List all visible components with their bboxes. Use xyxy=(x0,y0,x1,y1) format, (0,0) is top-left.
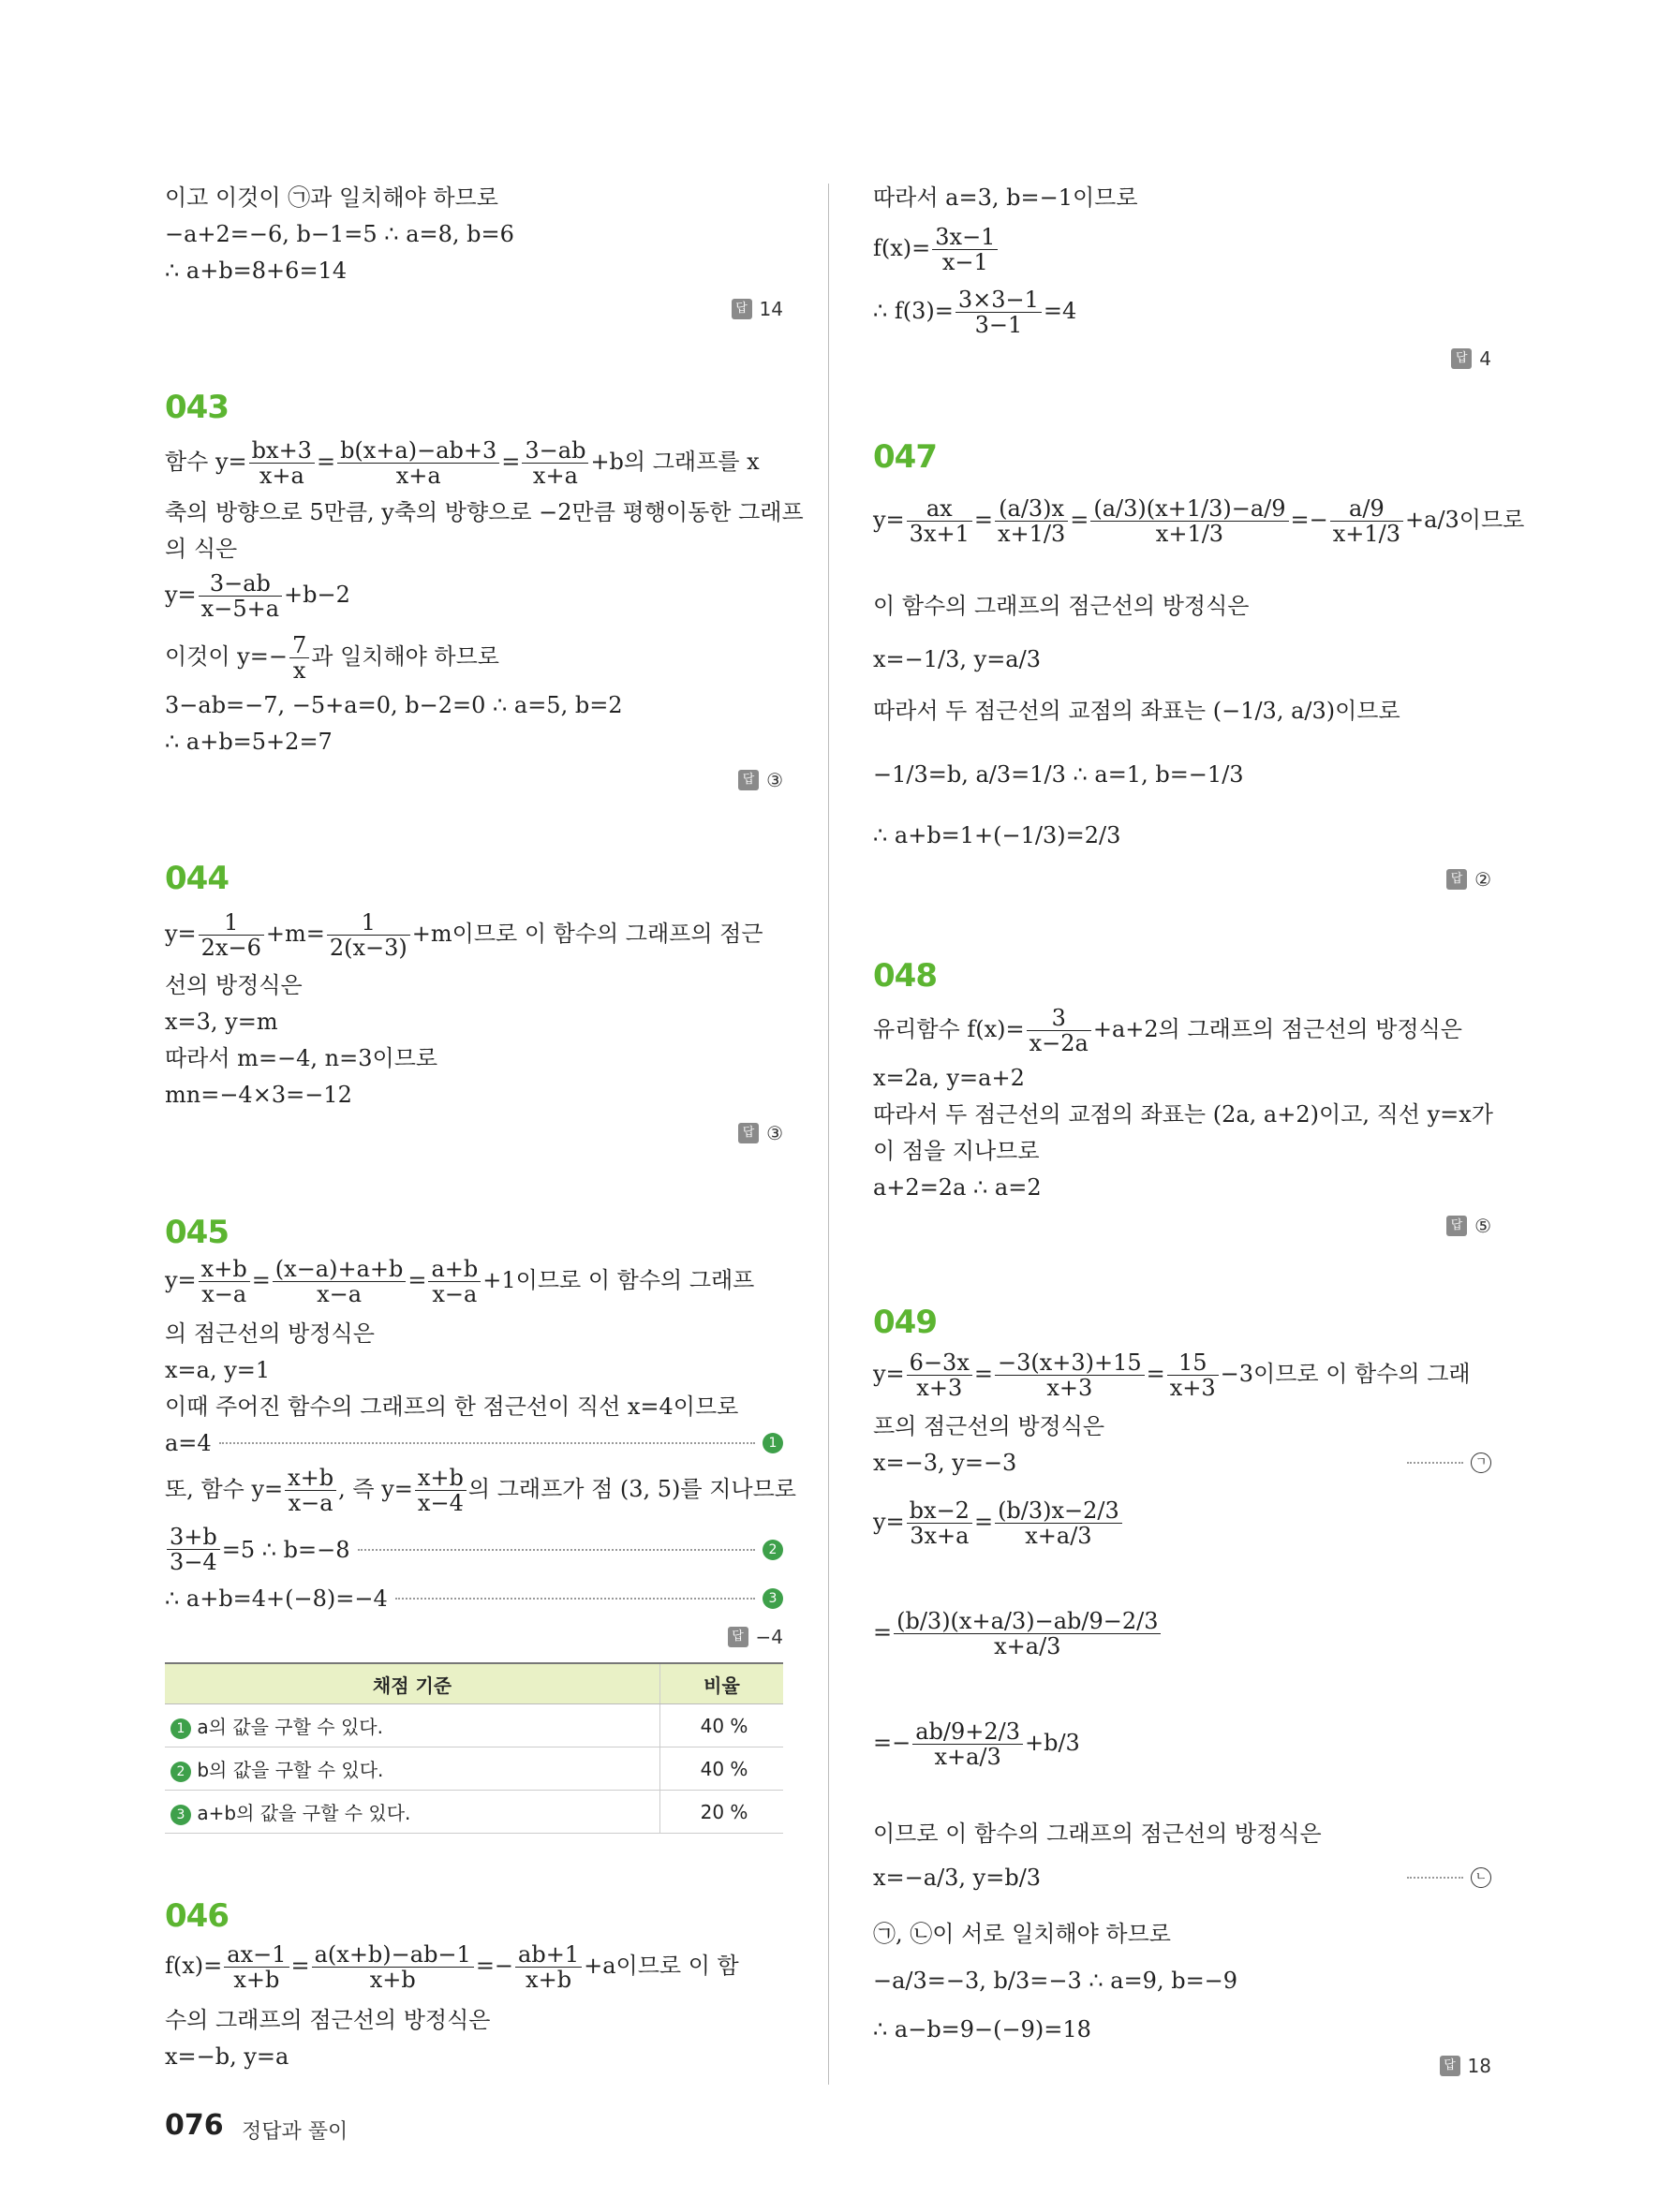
answer: 답 ② xyxy=(1446,868,1491,891)
column-divider xyxy=(828,184,829,2085)
text-line: = $\frac{(b/3)(x+a/3)-ab/9-2/3}{x+a/3}$ xyxy=(873,1609,1163,1659)
text-line: 따라서 두 점근선의 교점의 좌표는 (−1/3, a/3)이므로 xyxy=(873,698,1400,724)
text-line: 함수 y= $\frac{bx+3}{x+a}$ = $\frac{b(x+a)-ab+3}{x+a}$ = $\frac{3-ab}{x+a}$ +b의 그래프를 x xyxy=(165,437,760,489)
problem-number: 044 xyxy=(165,860,229,897)
text-line: 3−ab=−7, −5+a=0, b−2=0 ∴ a=5, b=2 xyxy=(165,692,623,718)
text-line: 이므로 이 함수의 그래프의 점근선의 방정식은 xyxy=(873,1821,1322,1847)
table-header: 채점 기준 xyxy=(165,1663,660,1704)
text-line: y= $\frac{ax}{3x+1}$ = $\frac{(a/3)x}{x+1/3}$ = $\frac{(a/3)(x+1/3)-a/9}{x+1/3}$ =− $\frac{a/9}{x+1/3}$ +a/3이므로 xyxy=(873,495,1525,547)
table-row: 1 a의 값을 구할 수 있다. 40 % xyxy=(165,1704,783,1747)
step-marker: 2 xyxy=(763,1540,783,1560)
text-line: x=−b, y=a xyxy=(165,2043,289,2070)
answer: 답 ③ xyxy=(738,769,783,791)
text-line: y= $\frac{6-3x}{x+3}$ = $\frac{-3(x+3)+15}{x+3}$ = $\frac{15}{x+3}$ −3이므로 이 함수의 그래 xyxy=(873,1349,1471,1401)
text-line: ㉠, ㉡이 서로 일치해야 하므로 xyxy=(873,1921,1171,1947)
text-line: ∴ a+b=1+(−1/3)=2/3 xyxy=(873,822,1121,848)
text-line: f(x)= $\frac{ax-1}{x+b}$ = $\frac{a(x+b)-ab-1}{x+b}$ =− $\frac{ab+1}{x+b}$ +a이므로 이 함 xyxy=(165,1941,739,1993)
text-line: $\frac{3+b}{3-4}$ =5 ∴ b=−8 2 xyxy=(165,1525,783,1574)
answer-value: 14 xyxy=(759,298,783,320)
step-marker: 1 xyxy=(763,1433,783,1453)
text-line: y= $\frac{x+b}{x-a}$ = $\frac{(x-a)+a+b}{x-a}$ = $\frac{a+b}{x-a}$ +1이므로 이 함수의 그래프 xyxy=(165,1256,755,1307)
text-line: 이것이 y=− $\frac{7}{x}$ 과 일치해야 하므로 xyxy=(165,632,499,684)
problem-number: 048 xyxy=(873,957,937,995)
equation-marker: ㄱ xyxy=(1471,1453,1491,1473)
answer xyxy=(732,298,783,320)
table-row: 3 a+b의 값을 구할 수 있다. 20 % xyxy=(165,1791,783,1834)
text-line: 따라서 m=−4, n=3이므로 xyxy=(165,1045,438,1071)
text-line: ∴ a−b=9−(−9)=18 xyxy=(873,2016,1091,2042)
text-line: y= $\frac{3-ab}{x-5+a}$ +b−2 xyxy=(165,570,350,622)
text-line: y= $\frac{1}{2x-6}$ +m= $\frac{1}{2(x-3)}$ +m이므로 이 함수의 그래프의 점근 xyxy=(165,909,763,961)
problem-number: 043 xyxy=(165,389,229,426)
problem-number: 045 xyxy=(165,1214,229,1251)
text-line: ∴ a+b=5+2=7 xyxy=(165,729,333,755)
text-line: 이고 이것이 ㉠과 일치해야 하므로 xyxy=(165,184,498,211)
text-line: 선의 방정식은 xyxy=(165,972,303,998)
grading-table xyxy=(165,1662,783,1834)
text-line: a=4 1 xyxy=(165,1429,783,1457)
answer: 답 ③ xyxy=(738,1122,783,1144)
problem-number: 047 xyxy=(873,438,937,476)
text-line: −a/3=−3, b/3=−3 ∴ a=9, b=−9 xyxy=(873,1968,1238,1994)
equation-marker: ㄴ xyxy=(1471,1867,1491,1888)
answer: 답 18 xyxy=(1440,2055,1491,2077)
text-line: 이 점을 지나므로 xyxy=(873,1138,1040,1164)
answer: 답 −4 xyxy=(728,1626,783,1648)
text-line: y= $\frac{bx-2}{3x+a}$ = $\frac{(b/3)x-2/3}{x+a/3}$ xyxy=(873,1498,1124,1548)
text-line: 따라서 a=3, b=−1이므로 xyxy=(873,184,1138,211)
page-number: 076 xyxy=(165,2109,224,2142)
text-line: x=a, y=1 xyxy=(165,1357,271,1383)
text-line: ∴ f(3)= $\frac{3\times 3-1}{3-1}$ =4 xyxy=(873,287,1077,338)
answer: 답 ⑤ xyxy=(1446,1215,1491,1237)
text-line: 이때 주어진 함수의 그래프의 한 점근선이 직선 x=4이므로 xyxy=(165,1394,739,1420)
footer-label: 정답과 풀이 xyxy=(242,2120,348,2144)
text-line: x=−a/3, y=b/3 ㄴ xyxy=(873,1864,1491,1892)
text-line: x=2a, y=a+2 xyxy=(873,1065,1025,1091)
text-line: a+2=2a ∴ a=2 xyxy=(873,1174,1042,1201)
text-line: 축의 방향으로 5만큼, y축의 방향으로 −2만큼 평행이동한 그래프 xyxy=(165,499,804,525)
text-line: 또, 함수 y= $\frac{x+b}{x-a}$ , 즉 y= $\frac{x+b}{x-4}$ 의 그래프가 점 (3, 5)를 지나므로 xyxy=(165,1465,796,1516)
text-line: f(x)= $\frac{3x-1}{x-1}$ xyxy=(873,225,1000,274)
step-marker: 3 xyxy=(763,1588,783,1609)
text-line: 프의 점근선의 방정식은 xyxy=(873,1413,1105,1439)
text-line: 이 함수의 그래프의 점근선의 방정식은 xyxy=(873,593,1250,619)
text-line: −1/3=b, a/3=1/3 ∴ a=1, b=−1/3 xyxy=(873,761,1244,788)
problem-number: 049 xyxy=(873,1304,937,1341)
text-line: x=3, y=m xyxy=(165,1009,278,1035)
text-line: ∴ a+b=4+(−8)=−4 3 xyxy=(165,1585,783,1613)
problem-number: 046 xyxy=(165,1897,229,1935)
text-line: x=−1/3, y=a/3 xyxy=(873,646,1041,672)
text-line: ∴ a+b=8+6=14 xyxy=(165,258,348,284)
answer-badge: 답 xyxy=(732,299,752,319)
text-line: 의 식은 xyxy=(165,536,238,562)
text-line: 유리함수 f(x)= $\frac{3}{x-2a}$ +a+2의 그래프의 점근선의 방정식은 xyxy=(873,1005,1462,1056)
text-line: 수의 그래프의 점근선의 방정식은 xyxy=(165,2007,491,2033)
text-line: 의 점근선의 방정식은 xyxy=(165,1320,375,1347)
table-header: 비율 xyxy=(660,1663,784,1704)
text-line: x=−3, y=−3 ㄱ xyxy=(873,1449,1491,1477)
answer: 답 4 xyxy=(1451,347,1491,370)
text-line: mn=−4×3=−12 xyxy=(165,1082,352,1108)
text-line: 따라서 두 점근선의 교점의 좌표는 (2a, a+2)이고, 직선 y=x가 xyxy=(873,1101,1493,1128)
table-row: 2 b의 값을 구할 수 있다. 40 % xyxy=(165,1747,783,1791)
text-line: −a+2=−6, b−1=5 ∴ a=8, b=6 xyxy=(165,221,514,247)
text-line: =− $\frac{ab/9+2/3}{x+a/3}$ +b/3 xyxy=(873,1718,1080,1770)
